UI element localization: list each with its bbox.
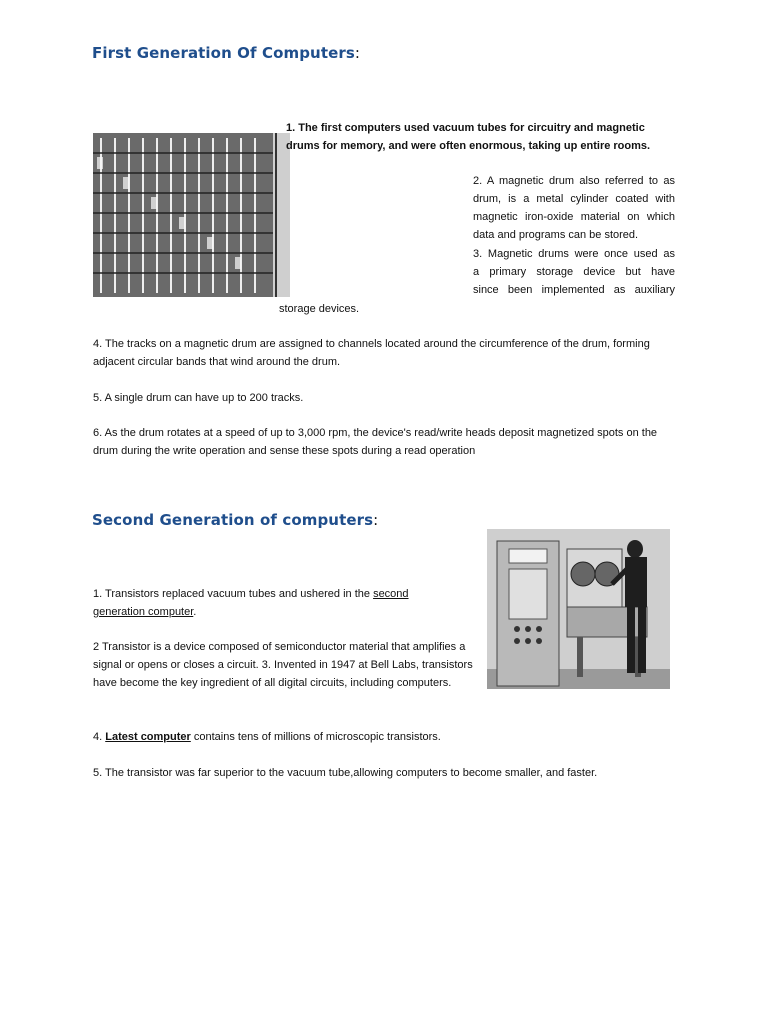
point3-line: since been implemented as auxiliary	[473, 284, 675, 296]
vacuum-tube-computer-photo	[93, 133, 290, 297]
point2-line: data and programs can be stored.	[473, 229, 639, 241]
point2-line: 2. A magnetic drum also referred to as	[473, 175, 675, 187]
section1-title: First Generation Of Computers:	[92, 44, 361, 62]
second-gen-computer-photo	[487, 529, 670, 689]
point1-prefix: 1. Transistors replaced vacuum tubes and ushered in the	[93, 588, 374, 600]
point1-suffix: .	[193, 606, 197, 618]
section1-point4: 4. The tracks on a magnetic drum are assigned to channels located around the circumference of the drum, forming adjacent circular bands that wind around the drum.	[93, 338, 650, 368]
section1-point6: 6. As the drum rotates at a speed of up to 3,000 rpm, the device's read/write heads deposit magnetized spots on the drum during the write operation and sense these spots during a read operation	[93, 427, 658, 457]
point2-line: drum, is a metal cylinder coated with	[473, 193, 675, 205]
section2-title: Second Generation of computers:	[92, 511, 379, 529]
section1-point3-tail: storage devices.	[279, 303, 360, 315]
section1-point1: 1. The first computers used vacuum tubes for circuitry and magnetic drums for memory, and were often enormous, taking up entire rooms.	[286, 122, 651, 152]
section2-point2: 2 Transistor is a device composed of semiconductor material that amplifies a signal or opens or closes a circuit. 3. Invented in 1947 at Bell Labs, transistors have become the key ingredient of all digital circuits, including computers.	[93, 641, 473, 689]
section2-point4	[93, 728, 673, 746]
section2-point5: 5. The transistor was far superior to the vacuum tube,allowing computers to become smaller, and faster.	[93, 767, 598, 779]
point3-line: 3. Magnetic drums were once used as	[473, 248, 675, 260]
section1-point3	[473, 245, 675, 299]
point3-line: a primary storage device but have	[473, 266, 675, 278]
point4-rest: contains tens of millions of microscopic transistors.	[190, 731, 441, 743]
point4-number: 4.	[93, 731, 106, 743]
section2-point1	[93, 585, 438, 621]
point2-line: magnetic iron-oxide material on which	[473, 211, 675, 223]
section1-point5: 5. A single drum can have up to 200 tracks.	[93, 392, 304, 404]
second-generation-computer-link[interactable]: second generation computer	[93, 588, 409, 618]
latest-computer-link[interactable]: Latest computer	[105, 731, 191, 743]
section1-point2	[473, 172, 675, 244]
